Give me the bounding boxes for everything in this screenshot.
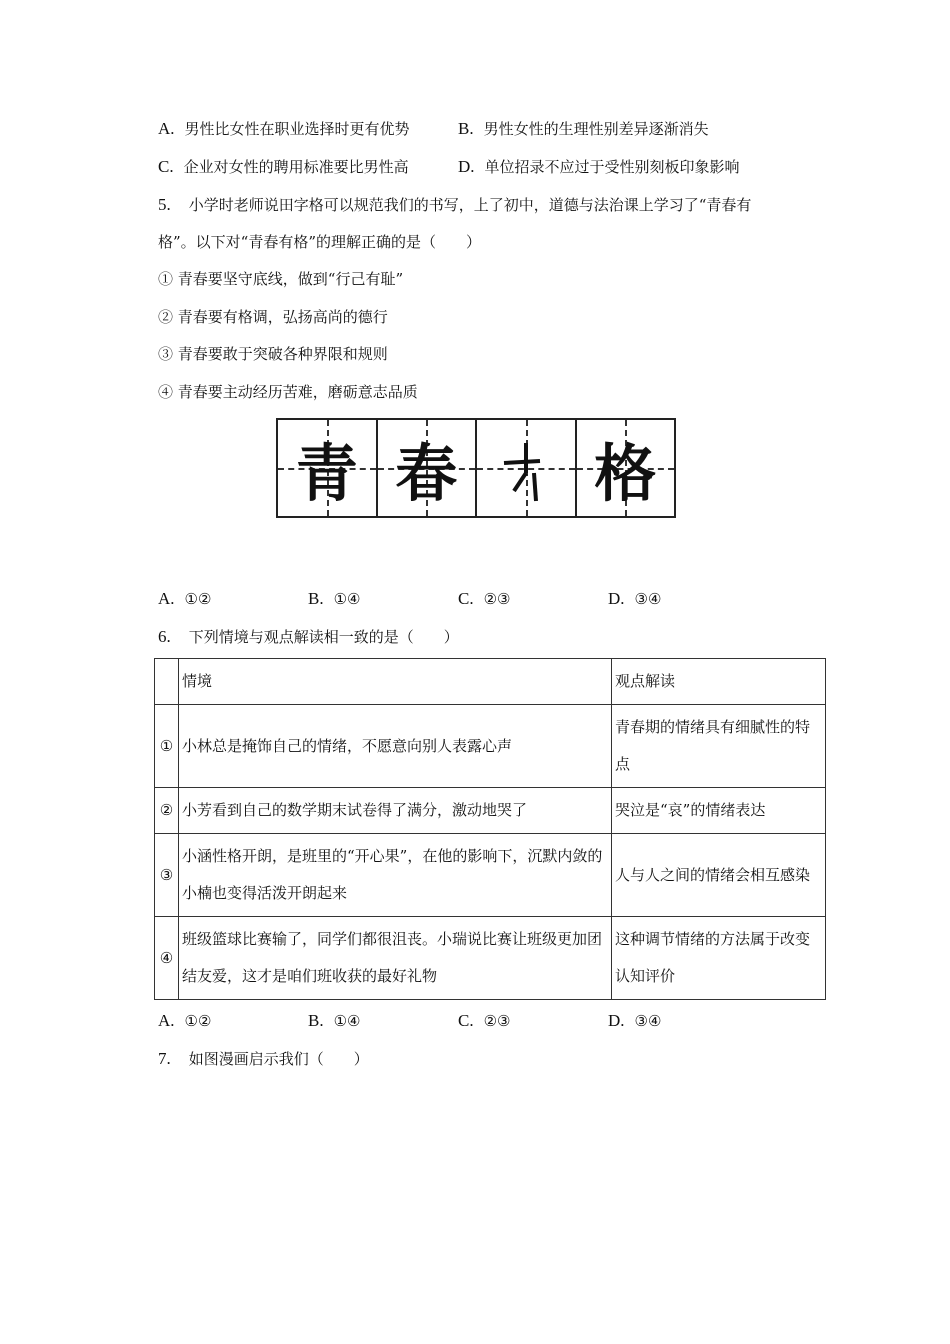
table-row	[155, 834, 826, 917]
situation-cell: 班级篮球比赛输了，同学们都很沮丧。小瑞说比赛让班级更加团结友爱，这才是咱们班收获的最好礼物	[179, 917, 612, 1000]
question-number: 7.	[158, 1049, 171, 1068]
q5-option-b	[308, 589, 361, 609]
question-number: 5.	[158, 195, 171, 214]
option-label: A.	[158, 119, 175, 138]
table-header-cell: 观点解读	[612, 659, 826, 705]
option-label: B.	[308, 589, 324, 608]
option-text: 男性女性的生理性别差异逐渐消失	[483, 120, 709, 138]
question-stem: 小学时老师说田字格可以规范我们的书写，上了初中，道德与法治课上学习了“青春有	[188, 196, 752, 214]
option-label: B.	[458, 119, 474, 138]
option-text: ③④	[634, 1012, 662, 1030]
option-text: ①④	[333, 590, 361, 608]
q6-table	[154, 658, 826, 1000]
grid-cell	[577, 420, 675, 516]
view-cell: 青春期的情绪具有细腻性的特点	[612, 705, 826, 788]
option-text: ①②	[184, 1012, 212, 1030]
option-label: B.	[308, 1011, 324, 1030]
table-row	[155, 788, 826, 834]
grid-char: 格	[594, 436, 657, 510]
tianzige-image	[276, 418, 676, 518]
grid-cell	[278, 420, 378, 516]
table-header-cell: 情境	[179, 659, 612, 705]
option-label: C.	[158, 157, 174, 176]
q5-statement-3: ③ 青春要敢于突破各种界限和规则	[158, 345, 388, 363]
situation-cell: 小芳看到自己的数学期末试卷得了满分，激动地哭了	[179, 788, 612, 834]
q4-option-a	[158, 119, 410, 139]
option-text: ①④	[333, 1012, 361, 1030]
option-text: ③④	[634, 590, 662, 608]
option-label: D.	[608, 1011, 625, 1030]
q5-option-d	[608, 589, 661, 609]
row-number: ①	[155, 705, 179, 788]
option-label: A.	[158, 1011, 175, 1030]
view-cell: 哭泣是“哀”的情绪表达	[612, 788, 826, 834]
grid-cell	[378, 420, 478, 516]
situation-cell: 小涵性格开朗，是班里的“开心果”，在他的影响下，沉默内敛的小楠也变得活泼开朗起来	[179, 834, 612, 917]
option-label: A.	[158, 589, 175, 608]
grid-cell-partial	[477, 420, 577, 516]
row-number: ③	[155, 834, 179, 917]
option-text: 单位招录不应过于受性别刻板印象影响	[484, 158, 740, 176]
option-text: 企业对女性的聘用标准要比男性高	[183, 158, 409, 176]
q5-option-c	[458, 589, 511, 609]
question-stem: 如图漫画启示我们（ ）	[188, 1050, 369, 1068]
q6-option-c	[458, 1011, 511, 1031]
option-label: D.	[458, 157, 475, 176]
partial-char-stroke	[496, 433, 556, 503]
row-number: ②	[155, 788, 179, 834]
option-text: 男性比女性在职业选择时更有优势	[184, 120, 410, 138]
q6-stem	[158, 627, 459, 647]
view-cell: 人与人之间的情绪会相互感染	[612, 834, 826, 917]
q6-option-a	[158, 1011, 211, 1031]
grid-char: 青	[295, 436, 358, 510]
q4-option-b	[458, 119, 709, 139]
q4-option-d	[458, 157, 740, 177]
q5-statement-1: ① 青春要坚守底线，做到“行己有耻”	[158, 270, 404, 288]
table-header-row	[155, 659, 826, 705]
row-number: ④	[155, 917, 179, 1000]
q5-statement-4: ④ 青春要主动经历苦难，磨砺意志品质	[158, 383, 418, 401]
q5-stem-line2: 格”。以下对“青春有格”的理解正确的是（ ）	[158, 233, 482, 251]
option-text: ②③	[483, 1012, 511, 1030]
q5-statement-2: ② 青春要有格调，弘扬高尚的德行	[158, 308, 388, 326]
option-label: C.	[458, 589, 474, 608]
table-row	[155, 705, 826, 788]
q5-option-a	[158, 589, 211, 609]
view-cell: 这种调节情绪的方法属于改变认知评价	[612, 917, 826, 1000]
q4-option-c	[158, 157, 409, 177]
option-label: D.	[608, 589, 625, 608]
q6-option-b	[308, 1011, 361, 1031]
table-header-cell	[155, 659, 179, 705]
situation-cell: 小林总是掩饰自己的情绪，不愿意向别人表露心声	[179, 705, 612, 788]
option-text: ①②	[184, 590, 212, 608]
question-number: 6.	[158, 627, 171, 646]
q7-stem	[158, 1049, 369, 1069]
question-stem: 下列情境与观点解读相一致的是（ ）	[188, 628, 459, 646]
grid-char: 春	[395, 436, 458, 510]
q5-stem-line1	[158, 195, 751, 215]
option-text: ②③	[483, 590, 511, 608]
table-row	[155, 917, 826, 1000]
q6-option-d	[608, 1011, 661, 1031]
option-label: C.	[458, 1011, 474, 1030]
